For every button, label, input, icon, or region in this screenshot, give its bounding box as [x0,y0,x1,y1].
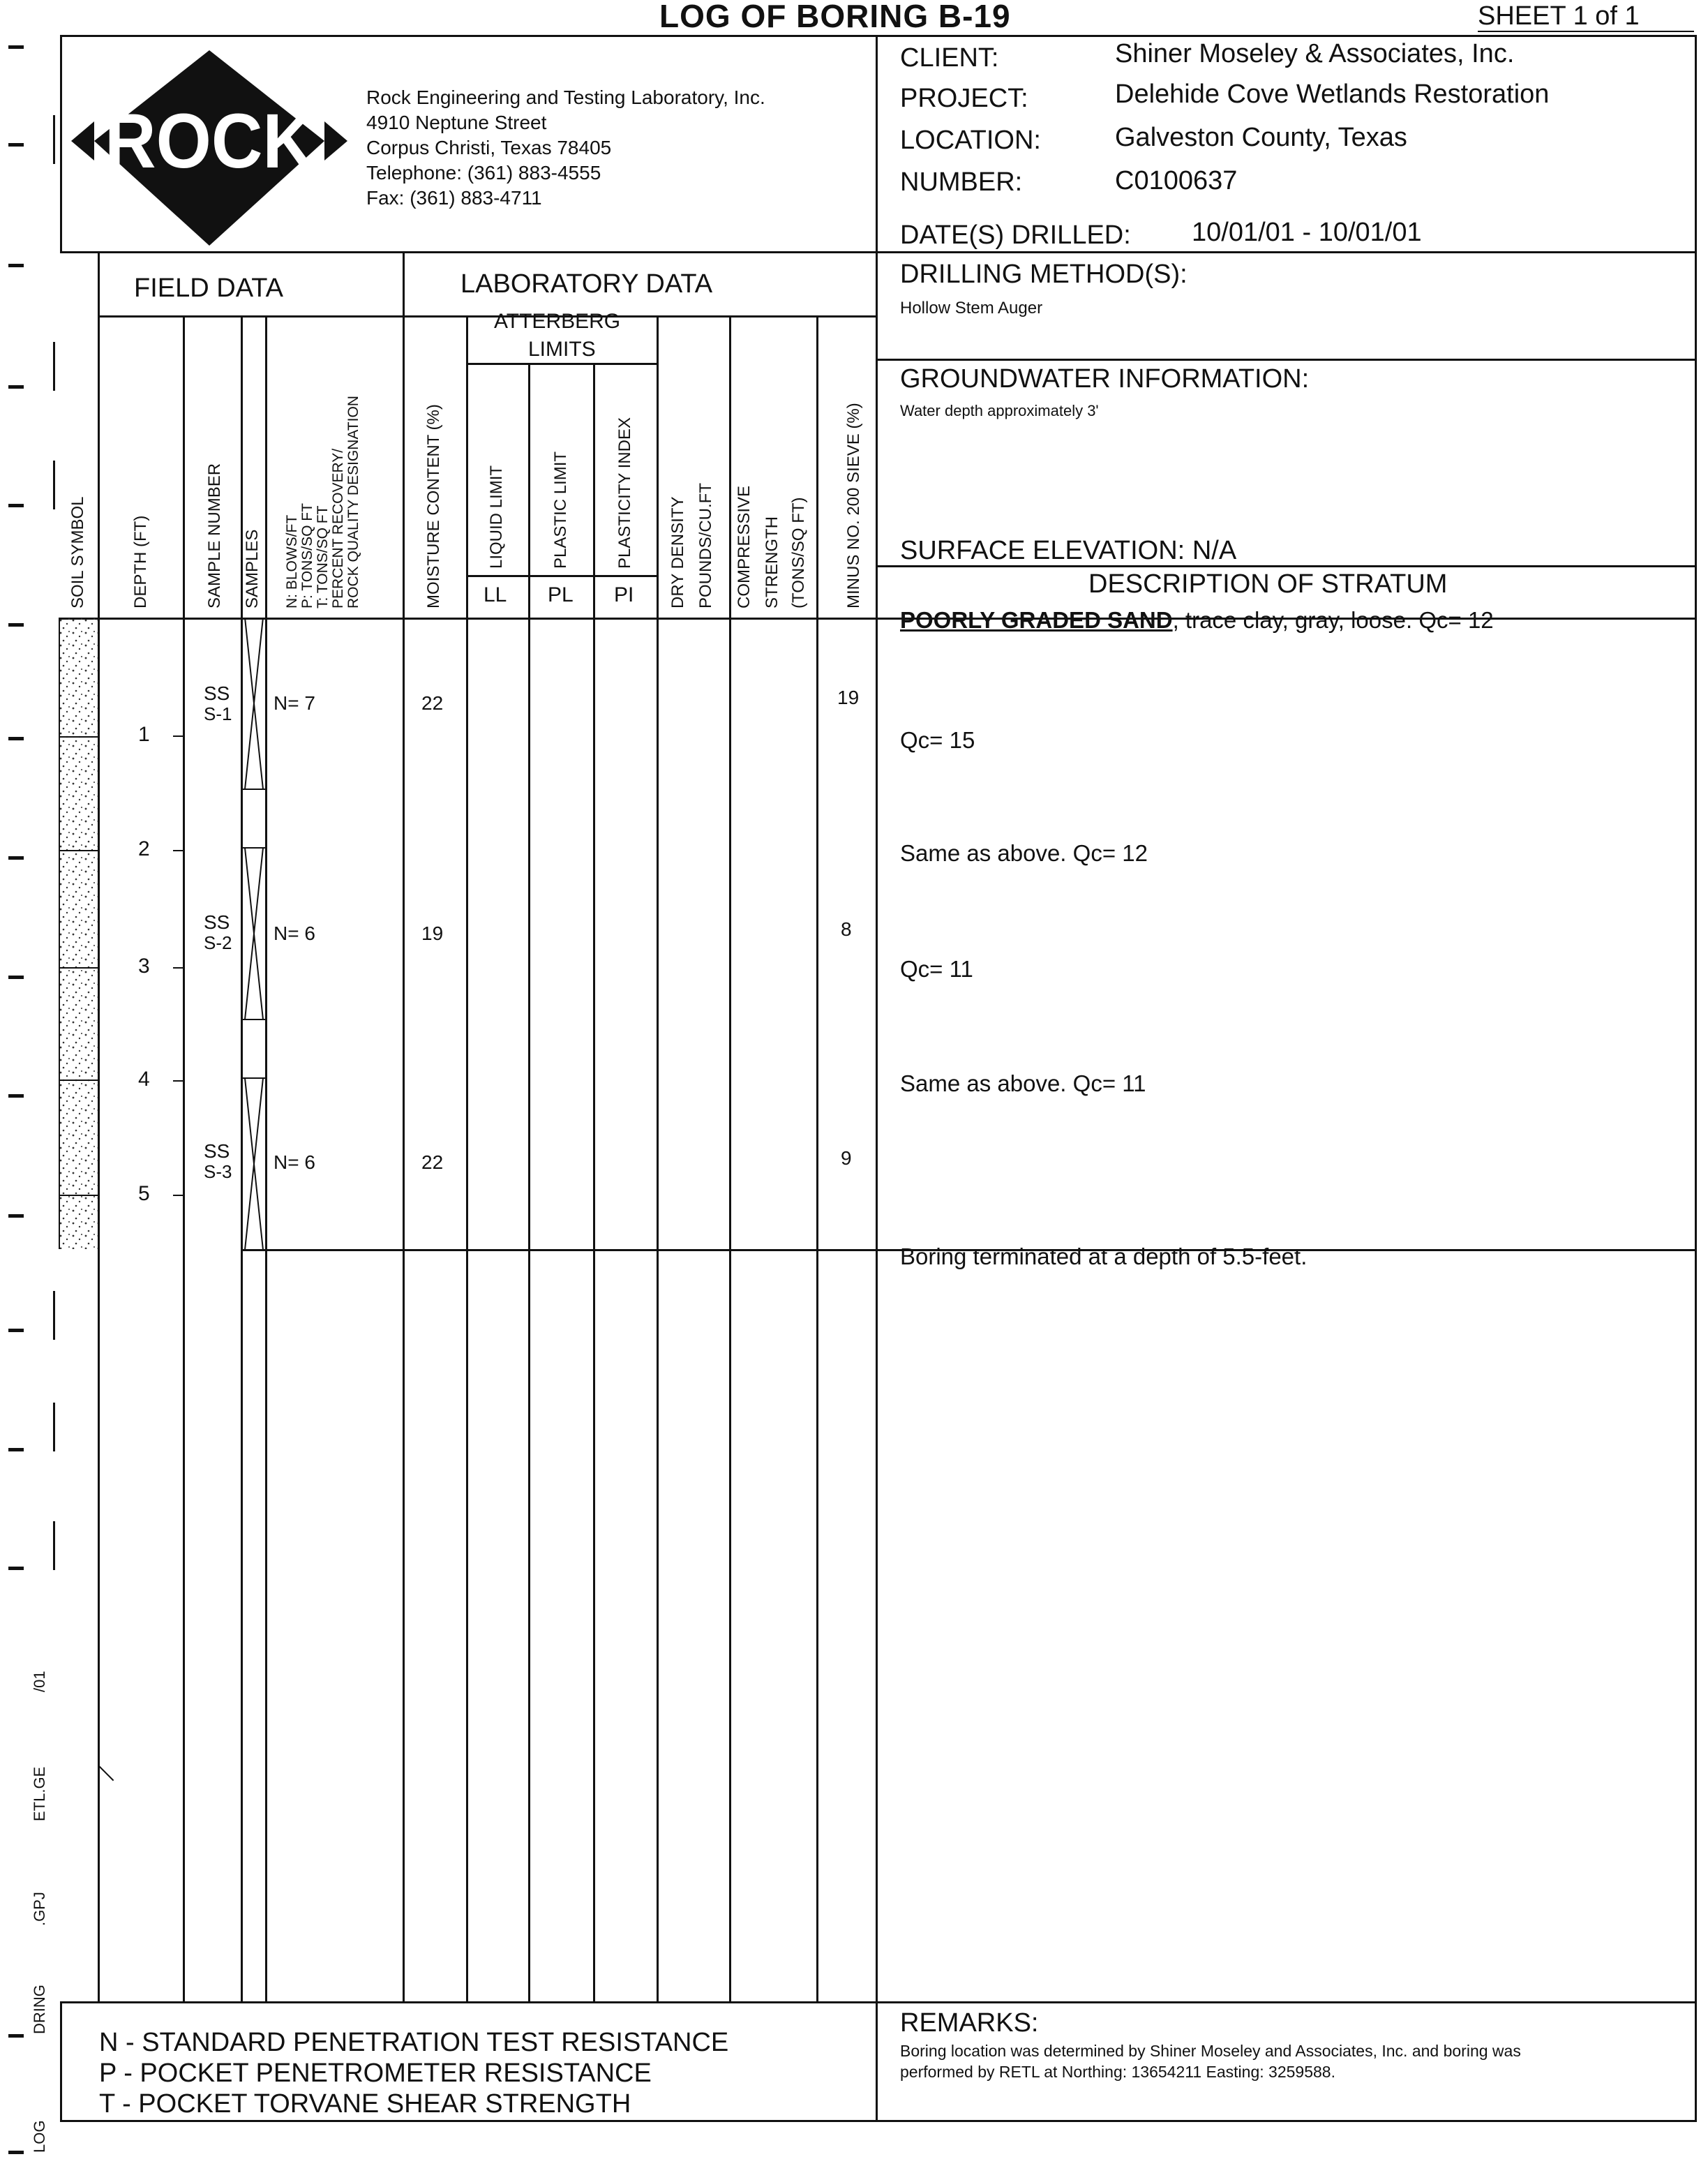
stray-mark [98,1765,114,1782]
left-border [60,35,62,251]
remarks-line-2: performed by RETL at Northing: 13654211 Easting: 3259588. [900,2063,1335,2081]
minus200-value: 19 [837,687,860,708]
remarks-line-1: Boring location was determined by Shiner Moseley and Associates, Inc. and boring was [900,2042,1521,2060]
page-title: LOG OF BORING B-19 [659,0,1011,34]
margin-tick [8,1567,24,1570]
margin-text: ETL.GE [31,1766,48,1821]
blows-header-4: PERCENT RECOVERY/ [330,448,346,608]
sample-id: S-2 [204,932,232,953]
depth-header: DEPTH (FT) [131,515,150,608]
stratum-note: Same as above. Qc= 11 [900,1070,1146,1096]
col-line-pl [593,363,595,2003]
samples-header: SAMPLES [243,529,262,608]
logo-text: ROCK [105,98,314,184]
drilling-method-value: Hollow Stem Auger [900,299,1043,318]
margin-mark [53,1403,55,1451]
sample-n-value: N= 6 [274,1151,315,1173]
margin-tick [8,737,24,740]
moisture-value: 22 [421,692,444,714]
dates-drilled-label: DATE(S) DRILLED: [900,221,1131,250]
compressive-header-3: (TONS/SQ FT) [789,497,808,608]
margin-tick [8,2034,24,2038]
margin-tick [8,504,24,507]
sample-intervals [243,618,265,1253]
client-label: CLIENT: [900,43,999,73]
company-city: Corpus Christi, Texas 78405 [366,137,612,158]
header-sub-divider [98,315,878,318]
margin-tick [8,856,24,860]
sample-n-value: N= 6 [274,923,315,944]
soil-symbol-column-line [59,618,60,1249]
legend-t: T - POCKET TORVANE SHEAR STRENGTH [99,2089,631,2119]
sheet-underline [1478,31,1694,32]
minus200-header: MINUS NO. 200 SIEVE (%) [844,403,863,608]
dates-drilled-value: 10/01/01 - 10/01/01 [1192,218,1422,247]
depth-tick-line [59,850,99,851]
depth-tick-mark [173,735,184,737]
surface-elevation-label [900,537,1236,564]
margin-text: /01 [31,1671,48,1692]
stratum-note: Qc= 15 [900,727,975,753]
margin-text: .GPJ [31,1892,48,1926]
bottom-border [60,2120,1697,2122]
blows-header-3: T: TONS/SQ FT [315,505,331,608]
boring-termination: Boring terminated at a depth of 5.5-feet. [900,1243,1308,1269]
groundwater-label: GROUNDWATER INFORMATION: [900,364,1310,394]
col-line-density [729,315,731,2003]
symbol-left-border [98,251,100,2003]
col-line-samples-right [265,315,267,2003]
margin-mark [53,115,55,164]
margin-tick [8,623,24,627]
stratum-description [900,608,1494,632]
company-street: 4910 Neptune Street [366,112,547,133]
col-line-ll [528,363,530,2003]
liquid-limit-header: LIQUID LIMIT [487,465,506,569]
depth-tick-label: 3 [138,955,150,978]
col-line-pi [657,315,659,2003]
groundwater-value: Water depth approximately 3' [900,402,1099,419]
sample-type: SS [204,1140,230,1162]
company-fax: Fax: (361) 883-4711 [366,187,542,209]
description-header-top [876,565,1697,567]
location-label: LOCATION: [900,126,1041,155]
depth-tick-mark [173,850,184,851]
project-label: PROJECT: [900,84,1028,113]
legend-top-rule [60,2001,1697,2003]
ll-label: LL [484,583,507,606]
sample-id: S-3 [204,1161,232,1182]
laboratory-data-header: LABORATORY DATA [460,269,713,299]
company-telephone: Telephone: (361) 883-4555 [366,162,601,184]
depth-tick-label: 2 [138,837,150,860]
dry-density-header-2: POUNDS/CU.FT [696,483,715,608]
ll-pl-pi-rule [466,575,657,577]
depth-tick-line [59,1080,99,1081]
sheet-number: SHEET 1 of 1 [1478,1,1640,31]
moisture-header: MOISTURE CONTENT (%) [424,404,443,608]
margin-text: DRING [31,1985,48,2034]
sample-type: SS [204,682,230,704]
description-header: DESCRIPTION OF STRATUM [1088,569,1448,599]
minus200-value: 8 [841,918,852,940]
margin-tick [8,1094,24,1098]
location-value: Galveston County, Texas [1115,123,1407,152]
depth-tick-line [59,1195,99,1196]
depth-tick-label: 4 [138,1068,150,1091]
col-line-depth [183,315,185,2003]
moisture-value: 22 [421,1151,444,1173]
number-label: NUMBER: [900,167,1023,197]
legend-n: N - STANDARD PENETRATION TEST RESISTANCE [99,2028,729,2057]
dates-divider [876,251,1697,253]
depth-tick-mark [173,1080,184,1082]
company-name: Rock Engineering and Testing Laboratory, Inc. [366,87,765,108]
compressive-header-2: STRENGTH [763,516,781,608]
client-value: Shiner Moseley & Associates, Inc. [1115,39,1515,68]
blows-header-2: P: TONS/SQ FT [299,503,315,608]
moisture-value: 19 [421,923,444,944]
margin-tick [8,1448,24,1451]
rock-logo [63,43,356,253]
remarks-label: REMARKS: [900,2008,1039,2038]
blows-header-1: N: BLOWS/FT [284,514,300,608]
margin-tick [8,976,24,979]
dry-density-header-1: DRY DENSITY [668,496,687,608]
top-border [60,35,1697,37]
margin-tick [8,2151,24,2154]
sample-id: S-1 [204,703,232,724]
sample-n-value: N= 7 [274,692,315,714]
drilling-method-label: DRILLING METHOD(S): [900,260,1188,289]
margin-tick [8,1214,24,1218]
pl-label: PL [548,583,574,606]
blows-header-5: ROCK QUALITY DESIGNATION [345,396,361,608]
depth-tick-mark [173,1195,184,1196]
legend-p: P - POCKET PENETROMETER RESISTANCE [99,2059,652,2088]
atterberg-header-2: LIMITS [528,338,596,361]
margin-tick [8,264,24,267]
soil-symbol-header: SOIL SYMBOL [68,496,87,608]
pi-label: PI [614,583,634,606]
depth-tick-line [59,967,99,969]
atterberg-divider [466,363,657,365]
margin-mark [53,342,55,391]
project-value: Delehide Cove Wetlands Restoration [1115,80,1550,109]
info-divider [876,35,878,2121]
margin-tick [8,385,24,389]
atterberg-header-1: ATTERBERG [494,310,621,333]
stratum-name: POORLY GRADED SAND [900,607,1173,633]
depth-tick-mark [173,967,184,969]
legend-left-border [60,2003,62,2121]
soil-symbol-sand [59,618,98,1249]
compressive-header-1: COMPRESSIVE [735,485,754,608]
margin-mark [53,1291,55,1340]
stratum-details: , trace clay, gray, loose. Qc= 12 [1172,607,1494,633]
sample-number-header: SAMPLE NUMBER [205,463,224,608]
col-line-compressive [816,315,818,2003]
stratum-note: Same as above. Qc= 12 [900,840,1148,866]
margin-tick [8,45,24,49]
number-value: C0100637 [1115,166,1238,195]
plastic-limit-header: PLASTIC LIMIT [551,451,570,569]
drilling-divider [876,359,1697,361]
margin-text: LOG [31,2120,48,2153]
field-data-header: FIELD DATA [134,274,283,303]
minus200-value: 9 [841,1147,852,1169]
margin-mark [53,461,55,509]
sample-type: SS [204,911,230,933]
depth-tick-line [59,736,99,738]
plasticity-index-header: PLASTICITY INDEX [615,417,634,569]
depth-tick-label: 5 [138,1182,150,1205]
right-border [1695,35,1697,2121]
surface-elevation-label-text: SURFACE ELEVATION: [900,536,1185,565]
margin-tick [8,1329,24,1332]
stratum-note: Qc= 11 [900,956,973,982]
margin-mark [53,1521,55,1570]
depth-tick-label: 1 [138,723,150,746]
field-lab-divider [403,251,405,2003]
top-header-divider [60,251,878,253]
col-line-moisture [466,315,468,2003]
surface-elevation-value: N/A [1192,536,1237,565]
margin-tick [8,143,24,147]
